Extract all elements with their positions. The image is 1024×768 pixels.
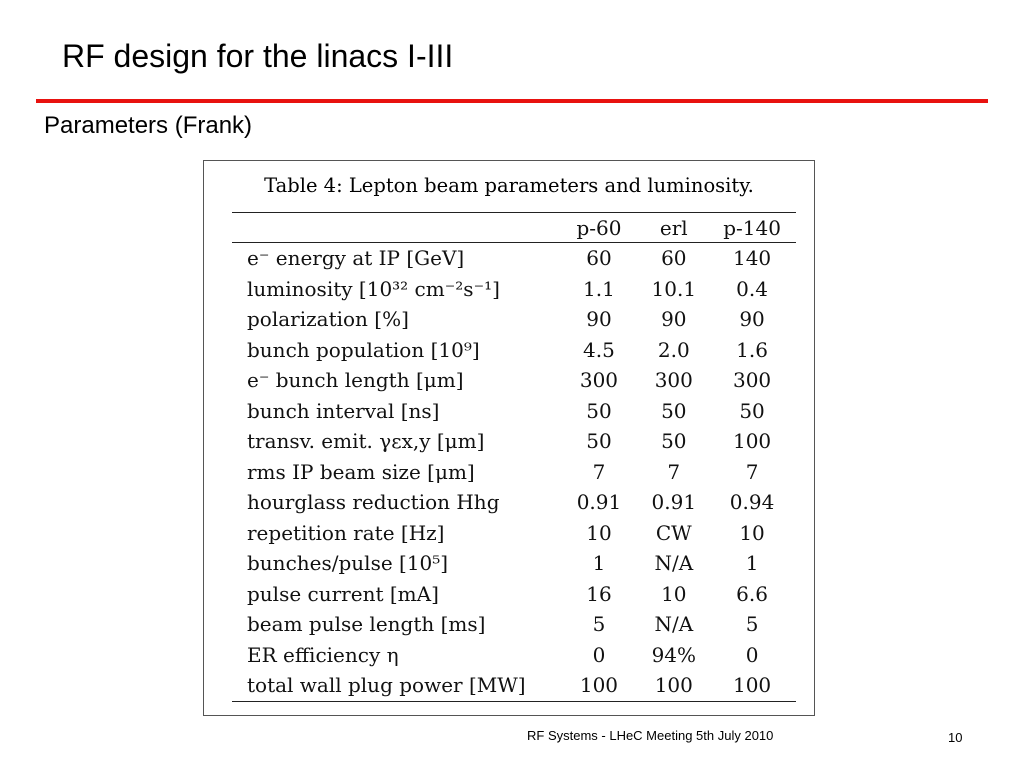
table-row: [232, 335, 796, 366]
value-cell-erl: 300: [654, 368, 693, 393]
page-number: 10: [948, 730, 963, 745]
parameter-cell: e⁻ bunch length [μm]: [247, 368, 464, 393]
value-cell-p60: 100: [579, 673, 619, 698]
parameter-cell: transv. emit. γεx,y [μm]: [247, 429, 485, 454]
parameter-cell: beam pulse length [ms]: [247, 612, 486, 637]
value-cell-p140: 100: [732, 429, 772, 454]
footer-text: RF Systems - LHeC Meeting 5th July 2010: [527, 728, 774, 743]
value-cell-p60: 50: [586, 398, 612, 423]
table-row: [232, 487, 796, 518]
value-cell-erl: 50: [661, 398, 687, 423]
slide-subtitle: Parameters (Frank): [44, 112, 253, 139]
table-row: [232, 548, 796, 579]
value-cell-p140: 6.6: [736, 581, 768, 606]
lepton-parameters-table: [232, 212, 796, 702]
value-cell-erl: 90: [661, 307, 687, 332]
parameter-cell: total wall plug power [MW]: [247, 673, 526, 698]
table-row: [232, 426, 796, 457]
value-cell-p140: 7: [745, 459, 759, 484]
value-cell-p60: 0.91: [576, 490, 622, 515]
value-cell-p140: 0.4: [736, 276, 768, 301]
value-cell-p60: 1: [592, 551, 606, 576]
table-row: [232, 396, 796, 427]
table-body: [232, 243, 796, 702]
table-header-row: [232, 213, 796, 243]
value-cell-p60: 50: [586, 429, 612, 454]
column-header-parameter: [232, 213, 558, 243]
value-cell-p60: 60: [586, 246, 612, 271]
value-cell-p60: 4.5: [583, 337, 615, 362]
slide-title: RF design for the linacs I-III: [62, 38, 454, 74]
value-cell-p140: 1.6: [736, 337, 768, 362]
value-cell-p60: 7: [592, 459, 606, 484]
value-cell-erl: N/A: [654, 551, 694, 576]
value-cell-erl: 50: [661, 429, 687, 454]
value-cell-erl: N/A: [654, 612, 694, 637]
value-cell-erl: 94%: [651, 642, 697, 667]
value-cell-p140: 140: [732, 246, 772, 271]
table-row: [232, 670, 796, 701]
value-cell-p60: 90: [586, 307, 612, 332]
title-divider: [36, 99, 988, 103]
table-row: [232, 243, 796, 274]
value-cell-erl: CW: [655, 520, 692, 545]
table-row: [232, 365, 796, 396]
table-row: [232, 640, 796, 671]
table-row: [232, 518, 796, 549]
value-cell-p140: 100: [732, 673, 772, 698]
parameter-cell: bunch interval [ns]: [247, 398, 440, 423]
table-row: [232, 579, 796, 610]
parameter-cell: repetition rate [Hz]: [247, 520, 445, 545]
value-cell-p60: 10: [586, 520, 612, 545]
value-cell-erl: 2.0: [657, 337, 690, 362]
column-header-p60: p-60: [576, 215, 622, 240]
table-caption: Table 4: Lepton beam parameters and luminosity.: [264, 174, 754, 197]
value-cell-p140: 0: [745, 642, 759, 667]
value-cell-p60: 5: [592, 612, 606, 637]
parameter-cell: polarization [%]: [247, 307, 409, 332]
value-cell-erl: 10.1: [651, 276, 697, 301]
table-row: [232, 609, 796, 640]
parameter-cell: hourglass reduction Hhg: [247, 490, 500, 515]
parameter-cell: luminosity [10³² cm⁻²s⁻¹]: [247, 276, 500, 301]
column-header-p140: p-140: [723, 215, 781, 240]
value-cell-p140: 1: [745, 551, 759, 576]
parameter-cell: ER efficiency η: [247, 642, 399, 667]
value-cell-p60: 0: [592, 642, 606, 667]
value-cell-p140: 10: [739, 520, 765, 545]
value-cell-erl: 0.91: [651, 490, 697, 515]
table-row: [232, 304, 796, 335]
value-cell-p140: 300: [732, 368, 772, 393]
table-row: [232, 274, 796, 305]
parameter-cell: bunches/pulse [10⁵]: [247, 551, 449, 576]
parameter-cell: e⁻ energy at IP [GeV]: [247, 246, 465, 271]
value-cell-p140: 50: [739, 398, 765, 423]
parameter-cell: rms IP beam size [μm]: [247, 459, 475, 484]
value-cell-p60: 1.1: [583, 276, 615, 301]
value-cell-p60: 300: [579, 368, 619, 393]
table-image-frame: [203, 160, 815, 716]
value-cell-p140: 90: [739, 307, 765, 332]
parameter-cell: bunch population [10⁹]: [247, 337, 480, 362]
value-cell-p140: 5: [745, 612, 759, 637]
value-cell-p140: 0.94: [729, 490, 775, 515]
value-cell-erl: 100: [654, 673, 693, 698]
value-cell-p60: 16: [586, 581, 612, 606]
table-row: [232, 457, 796, 488]
column-header-erl: erl: [659, 215, 688, 240]
value-cell-erl: 10: [661, 581, 687, 606]
parameter-cell: pulse current [mA]: [247, 581, 439, 606]
value-cell-erl: 60: [661, 246, 687, 271]
value-cell-erl: 7: [667, 459, 681, 484]
